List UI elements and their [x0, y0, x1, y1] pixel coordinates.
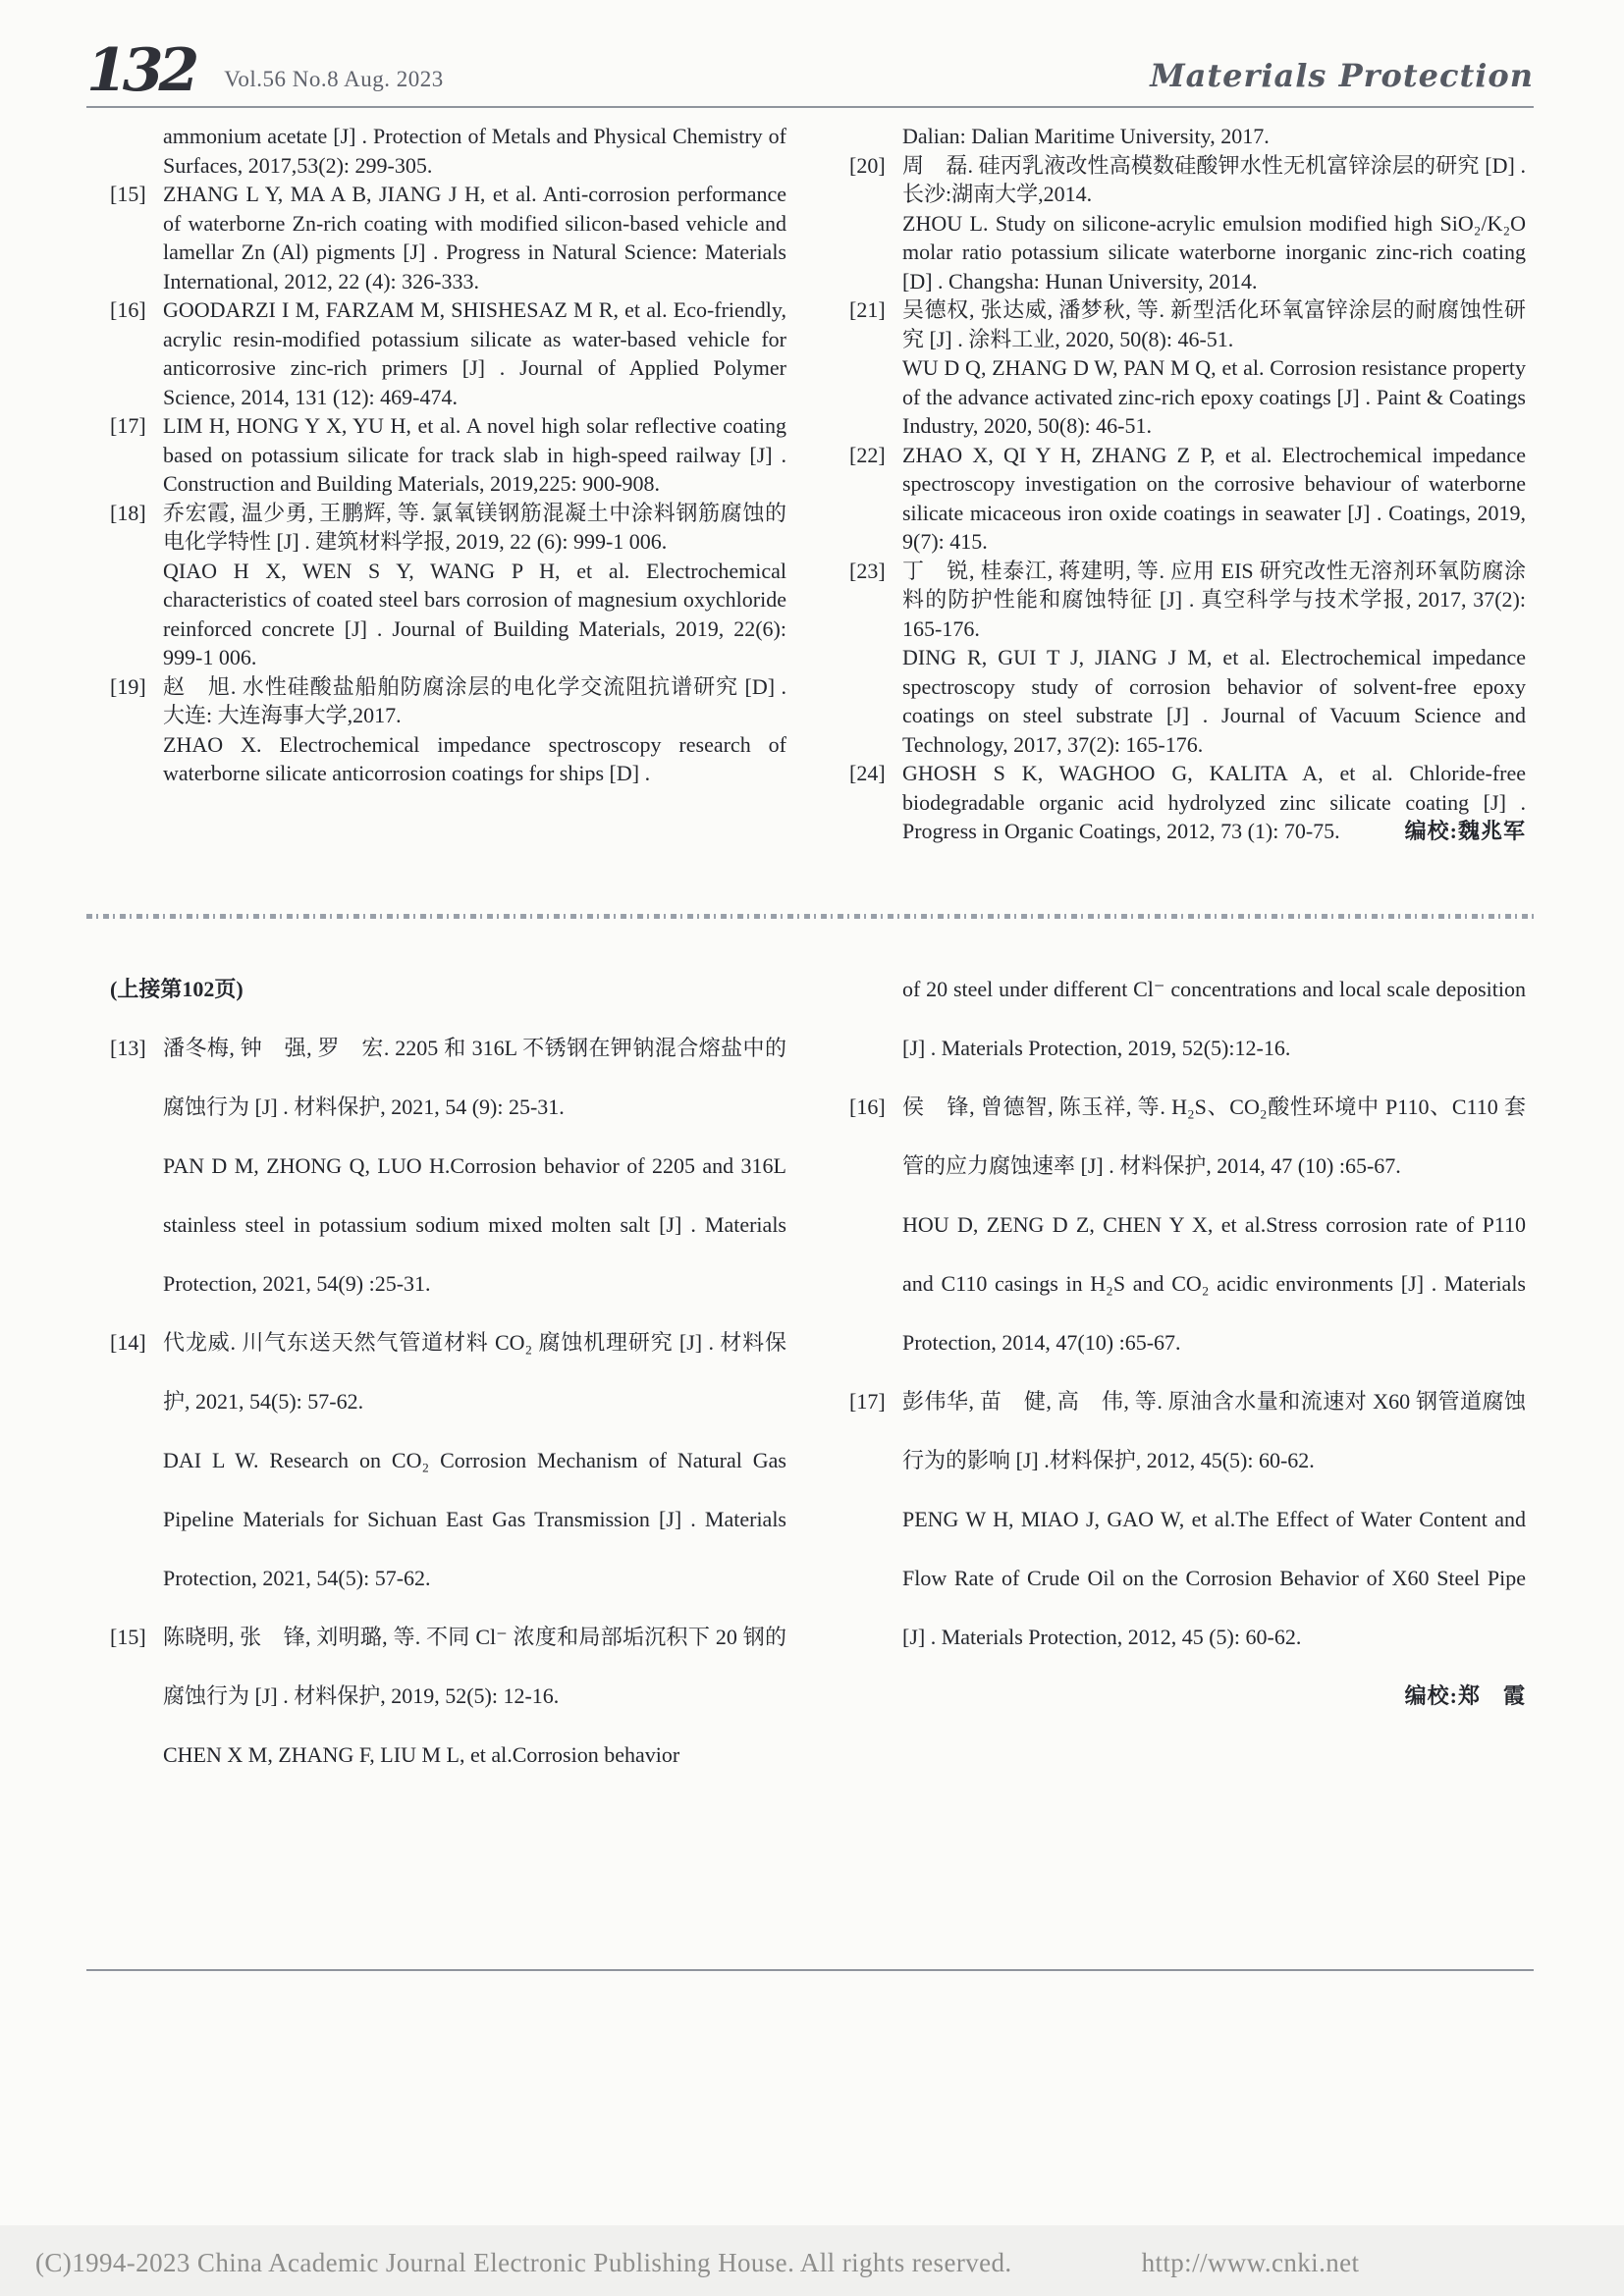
reference-label	[849, 122, 902, 151]
reference-text: CHEN X M, ZHANG F, LIU M L, et al.Corrosion behavior	[163, 1742, 680, 1767]
section-divider	[86, 914, 1534, 919]
continuation-right-column	[849, 960, 1526, 1785]
reference-entry	[110, 1019, 786, 1137]
continuation-section	[110, 960, 1526, 1785]
reference-label	[849, 353, 902, 441]
reference-text: Dalian: Dalian Maritime University, 2017.	[902, 124, 1270, 148]
reference-text: 彭伟华, 苗 健, 高 伟, 等. 原油含水量和流速对 X60 钢管道腐蚀行为的影响 [J] .材料保护, 2012, 45(5): 60-62.	[902, 1389, 1526, 1472]
reference-entry	[849, 441, 1526, 557]
reference-label: [19]	[110, 673, 146, 699]
reference-label: [16]	[110, 297, 146, 322]
reference-entry	[110, 499, 786, 557]
reference-entry	[110, 411, 786, 499]
reference-text: HOU D, ZENG D Z, CHEN Y X, et al.Stress corrosion rate of P110 and C110 casings in H₂S and CO₂ acidic environments [J] . Materials Protection, 2014, 47(10) :65-67.	[902, 1212, 1526, 1355]
reference-text: ZHAO X, QI Y H, ZHANG Z P, et al. Electrochemical impedance spectroscopy investigation on the corrosive behaviour of waterborne silicate micaceous iron oxide coatings in seawater [J] . Coatings, 2019, 9(7): 415.	[902, 442, 1526, 554]
reference-text: WU D Q, ZHANG D W, PAN M Q, et al. Corrosion resistance property of the advance activated zinc-rich epoxy coatings [J] . Paint & Coatings Industry, 2020, 50(8): 46-51.	[902, 355, 1526, 438]
reference-entry	[110, 672, 786, 730]
reference-entry	[110, 1726, 786, 1785]
page-header	[86, 36, 1534, 105]
reference-label: [17]	[849, 1389, 886, 1414]
reference-label: [24]	[849, 761, 886, 785]
reference-entry	[849, 151, 1526, 209]
reference-label: [15]	[110, 1625, 146, 1649]
reference-entry	[110, 1608, 786, 1726]
reference-label	[849, 1196, 902, 1372]
reference-entry	[110, 1313, 786, 1431]
bottom-rule	[86, 1969, 1534, 1971]
reference-entry	[849, 122, 1526, 151]
reference-text: 乔宏霞, 温少勇, 王鹏辉, 等. 氯氧镁钢筋混凝土中涂料钢筋腐蚀的电化学特性 [J] . 建筑材料学报, 2019, 22 (6): 999-1 006.	[163, 500, 786, 554]
reference-text: GHOSH S K, WAGHOO G, KALITA A, et al. Chloride-free biodegradable organic acid hydrolyzed zinc silicate coating [J] . Progress in Organic Coatings, 2012, 73 (1): 70-75.	[902, 761, 1526, 843]
reference-entry	[849, 209, 1526, 296]
references-left-column	[110, 122, 786, 846]
editor-note: 编校:郑 霞	[1404, 1683, 1526, 1708]
reference-text: 陈晓明, 张 锋, 刘明璐, 等. 不同 Cl⁻ 浓度和局部垢沉积下 20 钢的腐蚀行为 [J] . 材料保护, 2019, 52(5): 12-16.	[163, 1625, 786, 1708]
reference-label	[110, 122, 163, 180]
reference-text: PENG W H, MIAO J, GAO W, et al.The Effect of Water Content and Flow Rate of Crude Oil on the Corrosion Behavior of X60 Steel Pipe [J] . Materials Protection, 2012, 45 (5): 60-62.	[902, 1507, 1526, 1649]
reference-entry	[110, 730, 786, 788]
reference-text: 周 磊. 硅丙乳液改性高模数硅酸钾水性无机富锌涂层的研究 [D] . 长沙:湖南大学,2014.	[902, 152, 1526, 206]
reference-label	[110, 730, 163, 788]
issue-info: Vol.56 No.8 Aug. 2023	[224, 67, 444, 91]
reference-entry	[849, 1490, 1526, 1667]
reference-text: 丁 锐, 桂泰江, 蒋建明, 等. 应用 EIS 研究改性无溶剂环氧防腐涂料的防护性能和腐蚀特征 [J] . 真空科学与技术学报, 2017, 37(2): 165-176.	[902, 558, 1526, 641]
reference-text: 赵 旭. 水性硅酸盐船舶防腐涂层的电化学交流阻抗谱研究 [D] . 大连: 大连海事大学,2017.	[163, 673, 786, 727]
reference-label: [17]	[110, 413, 146, 438]
reference-label	[110, 1726, 163, 1785]
reference-label: [13]	[110, 1036, 146, 1060]
reference-label: [18]	[110, 500, 146, 525]
reference-entry	[110, 180, 786, 295]
reference-text: PAN D M, ZHONG Q, LUO H.Corrosion behavior of 2205 and 316L stainless steel in potassium sodium mixed molten salt [J] . Materials Protection, 2021, 54(9) :25-31.	[163, 1153, 786, 1296]
reference-entry	[849, 557, 1526, 644]
reference-entry	[110, 1137, 786, 1313]
journal-name: Materials Protection	[1150, 57, 1534, 94]
reference-entry	[110, 122, 786, 180]
reference-text: ZHOU L. Study on silicone-acrylic emulsion modified high SiO₂/K₂O molar ratio potassium silicate waterborne inorganic zinc-rich coating [D] . Changsha: Hunan University, 2014.	[902, 210, 1526, 294]
reference-text: LIM H, HONG Y X, YU H, et al. A novel high solar reflective coating based on potassium silicate for track slab in high-speed railway [J] . Construction and Building Materials, 2019,225: 900-908.	[163, 413, 786, 496]
reference-label: [20]	[849, 152, 886, 178]
reference-label: [22]	[849, 442, 886, 467]
continued-from-note: (上接第102页)	[110, 977, 244, 1001]
reference-entry	[849, 1078, 1526, 1196]
reference-label: [23]	[849, 558, 886, 583]
reference-text: 吴德权, 张达威, 潘梦秋, 等. 新型活化环氧富锌涂层的耐腐蚀性研究 [J] . 涂料工业, 2020, 50(8): 46-51.	[902, 297, 1526, 351]
reference-text: 潘冬梅, 钟 强, 罗 宏. 2205 和 316L 不锈钢在钾钠混合熔盐中的腐蚀行为 [J] . 材料保护, 2021, 54 (9): 25-31.	[163, 1036, 786, 1119]
copyright-text: (C)1994-2023 China Academic Journal Electronic Publishing House. All rights reserved.	[35, 2248, 1012, 2277]
reference-entry	[849, 295, 1526, 353]
reference-text: 代龙威. 川气东送天然气管道材料 CO₂ 腐蚀机理研究 [J] . 材料保护, 2021, 54(5): 57-62.	[163, 1330, 786, 1414]
reference-entry	[110, 295, 786, 411]
reference-label	[849, 1490, 902, 1667]
reference-text: of 20 steel under different Cl⁻ concentrations and local scale deposition [J] . Materials Protection, 2019, 52(5):12-16.	[902, 977, 1526, 1060]
reference-label	[849, 643, 902, 759]
reference-entry	[110, 1431, 786, 1608]
page-number: 132	[86, 36, 195, 105]
reference-text: ZHAO X. Electrochemical impedance spectroscopy research of waterborne silicate anticorrosion coatings for ships [D] .	[163, 731, 786, 785]
references-section	[110, 122, 1526, 846]
header-rule	[86, 106, 1534, 108]
reference-label: [16]	[849, 1095, 886, 1119]
reference-label: [15]	[110, 182, 146, 206]
reference-text: QIAO H X, WEN S Y, WANG P H, et al. Electrochemical characteristics of coated steel bars corrosion of magnesium oxychloride reinforced concrete [J] . Journal of Building Materials, 2019, 22(6): 999-1 006.	[163, 558, 786, 669]
reference-label	[849, 209, 902, 296]
reference-label	[110, 557, 163, 672]
reference-label	[110, 1431, 163, 1608]
reference-entry	[849, 353, 1526, 441]
footer-url: http://www.cnki.net	[1141, 2248, 1360, 2277]
reference-entry	[849, 643, 1526, 759]
continuation-left-column	[110, 960, 786, 1785]
page-footer	[35, 2248, 1589, 2278]
reference-entry	[849, 1196, 1526, 1372]
reference-label: [14]	[110, 1330, 146, 1355]
reference-text: DAI L W. Research on CO₂ Corrosion Mechanism of Natural Gas Pipeline Materials for Sichuan East Gas Transmission [J] . Materials Protection, 2021, 54(5): 57-62.	[163, 1448, 786, 1590]
reference-text: GOODARZI I M, FARZAM M, SHISHESAZ M R, et al. Eco-friendly, acrylic resin-modified potassium silicate as water-based vehicle for anticorrosive zinc-rich primers [J] . Journal of Applied Polymer Science, 2014, 131 (12): 469-474.	[163, 297, 786, 409]
reference-text: DING R, GUI T J, JIANG J M, et al. Electrochemical impedance spectroscopy study of corrosion behavior of solvent-free epoxy coatings on steel substrate [J] . Journal of Vacuum Science and Technology, 2017, 37(2): 165-176.	[902, 645, 1526, 757]
reference-entry	[849, 960, 1526, 1078]
reference-label	[110, 1137, 163, 1313]
reference-entry	[849, 1372, 1526, 1490]
reference-text: ammonium acetate [J] . Protection of Metals and Physical Chemistry of Surfaces, 2017,53(2): 299-305.	[163, 124, 786, 178]
reference-text: ZHANG L Y, MA A B, JIANG J H, et al. Anti-corrosion performance of waterborne Zn-rich coating with modified silicon-based vehicle and lamellar Zn (Al) pigments [J] . Progress in Natural Science: Materials International, 2012, 22 (4): 326-333.	[163, 182, 786, 294]
references-right-column	[849, 122, 1526, 846]
reference-label	[849, 960, 902, 1078]
reference-text: 侯 锋, 曾德智, 陈玉祥, 等. H₂S、CO₂酸性环境中 P110、C110 套管的应力腐蚀速率 [J] . 材料保护, 2014, 47 (10) :65-67.	[902, 1095, 1526, 1178]
reference-label: [21]	[849, 297, 886, 322]
editor-note: 编校:魏兆军	[1404, 819, 1526, 843]
reference-entry	[110, 557, 786, 672]
